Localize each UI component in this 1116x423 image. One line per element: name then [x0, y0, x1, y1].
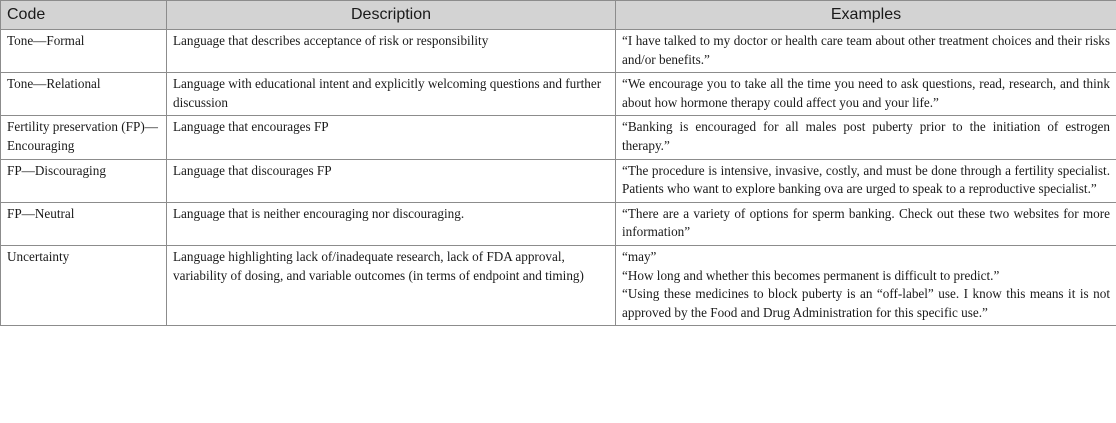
table-row: [1, 202, 1116, 245]
header-code: Code: [1, 1, 167, 30]
examples-cell: [616, 245, 1116, 325]
description-cell: Language that describes acceptance of risk or responsibility: [167, 30, 616, 73]
header-examples: Examples: [616, 1, 1116, 30]
description-cell: Language that is neither encouraging nor discouraging.: [167, 202, 616, 245]
header-description: Description: [167, 1, 616, 30]
code-cell: Tone—Relational: [1, 73, 167, 116]
code-cell: Tone—Formal: [1, 30, 167, 73]
examples-cell: [616, 202, 1116, 245]
code-cell: Fertility preservation (FP)—Encouraging: [1, 116, 167, 159]
example-text: “may”: [622, 248, 657, 264]
example-text: “I have talked to my doctor or health care team about other treatment choices and their risks and/or benefits.”: [622, 33, 1110, 67]
code-cell: Uncertainty: [1, 245, 167, 325]
header-row: [1, 1, 1116, 30]
example-text: “Banking is encouraged for all males post puberty prior to the initiation of estrogen therapy.”: [622, 119, 1110, 153]
table-row: [1, 116, 1116, 159]
table-row: [1, 30, 1116, 73]
code-cell: FP—Neutral: [1, 202, 167, 245]
example-text: “Using these medicines to block puberty is an “off-label” use. I know this means it is not approved by the Food and Drug Administration for this specific use.”: [622, 286, 1110, 320]
example-text: “There are a variety of options for sperm banking. Check out these two websites for more information”: [622, 205, 1110, 240]
description-cell: Language highlighting lack of/inadequate research, lack of FDA approval, variability of dosing, and variable outcomes (in terms of endpoint and timing): [167, 245, 616, 325]
examples-cell: [616, 116, 1116, 159]
example-text: “The procedure is intensive, invasive, costly, and must be done through a fertility specialist. Patients who want to explore banking ova are urged to speak to a reproductive specialist.”: [622, 162, 1110, 197]
description-cell: Language with educational intent and explicitly welcoming questions and further discussion: [167, 73, 616, 116]
description-cell: Language that discourages FP: [167, 159, 616, 202]
code-cell: FP—Discouraging: [1, 159, 167, 202]
table-row: [1, 73, 1116, 116]
examples-cell: [616, 30, 1116, 73]
examples-cell: [616, 159, 1116, 202]
table-row: [1, 159, 1116, 202]
example-text: “We encourage you to take all the time you need to ask questions, read, research, and think about how hormone therapy could affect you and your life.”: [622, 76, 1110, 110]
examples-cell: [616, 73, 1116, 116]
description-cell: Language that encourages FP: [167, 116, 616, 159]
table-row: [1, 245, 1116, 325]
example-text: “How long and whether this becomes permanent is difficult to predict.”: [622, 267, 1000, 283]
